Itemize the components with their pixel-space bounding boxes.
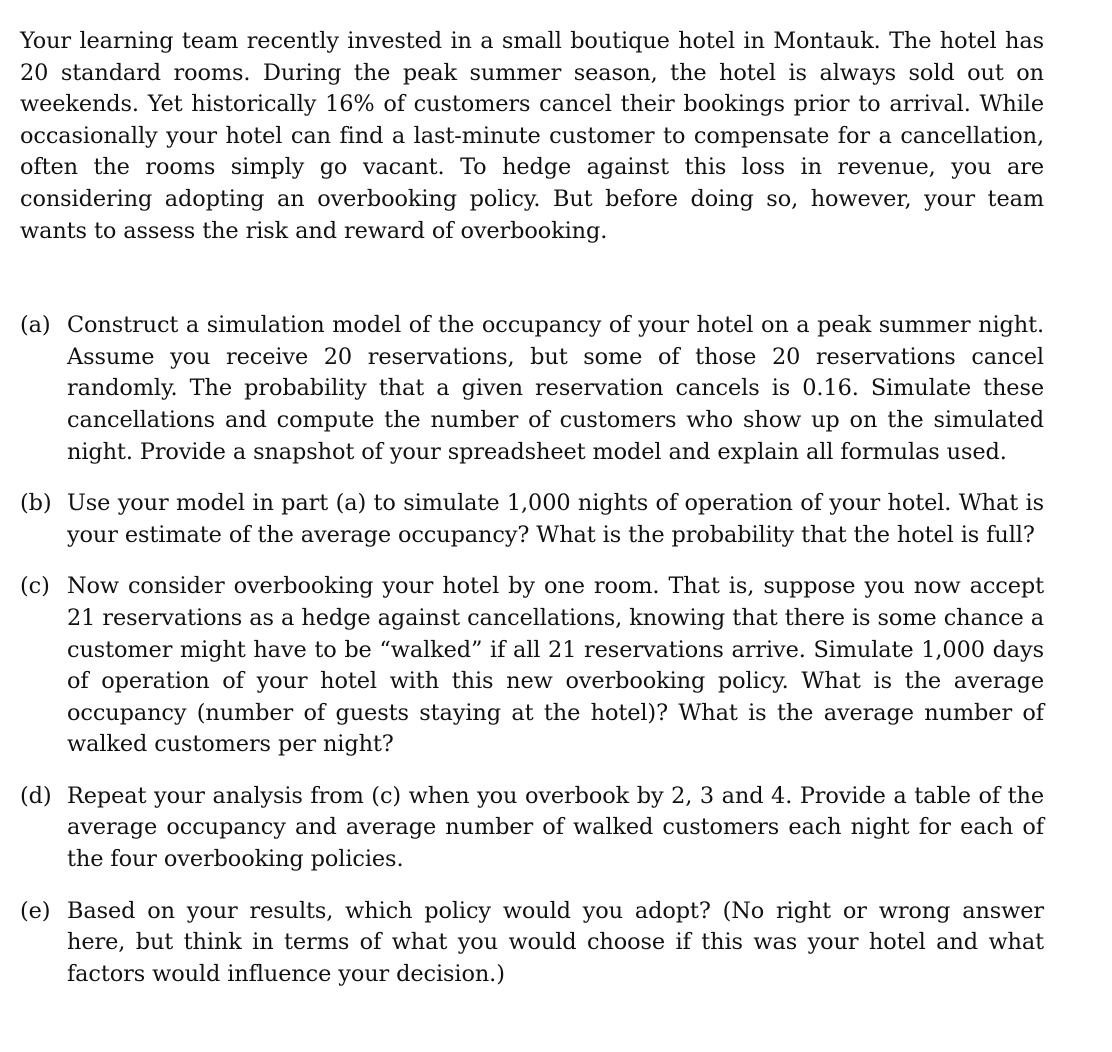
question-part-d — [20, 781, 1044, 876]
part-marker: (e) — [20, 897, 51, 924]
question-part-a — [20, 310, 1044, 468]
question-parts-list — [20, 310, 1044, 990]
question-part-c — [20, 571, 1044, 761]
part-text: Repeat your analysis from (c) when you overbook by 2, 3 and 4. Provide a table of the average occupancy and average number of walked customers each night for each of the four overbooking policies. — [67, 782, 1044, 873]
part-text: Use your model in part (a) to simulate 1,000 nights of operation of your hotel. What is your estimate of the average occupancy? What is the probability that the hotel is full? — [67, 490, 1044, 548]
part-marker: (a) — [20, 312, 51, 339]
part-marker: (b) — [20, 490, 52, 517]
part-marker: (d) — [20, 782, 52, 809]
question-part-b — [20, 488, 1044, 551]
question-part-e — [20, 896, 1044, 991]
part-marker: (c) — [20, 573, 50, 600]
intro-paragraph: Your learning team recently invested in a small boutique hotel in Montauk. The hotel has 20 standard rooms. During the peak summer season, the hotel is always sold out on weekends. Yet historically 16% of customers cancel their bookings prior to arrival. While occasionally your hotel can find a last-minute customer to compensate for a cancellation, often the rooms simply go vacant. To hedge against this loss in revenue, you are considering adopting an overbooking policy. But before doing so, however, your team wants to assess the risk and reward of overbooking. — [20, 28, 1044, 244]
part-text: Based on your results, which policy would you adopt? (No right or wrong answer here, but think in terms of what you would choose if this was your hotel and what factors would influence your decision.) — [67, 897, 1044, 987]
part-text: Construct a simulation model of the occupancy of your hotel on a peak summer night. Assume you receive 20 reservations, but some of those 20 reservations cancel randomly. The probability that a given reservation cancels is 0.16. Simulate these cancellations and compute the number of customers who show up on the simulated night. Provide a snapshot of your spreadsheet model and explain all formulas used. — [67, 312, 1044, 465]
cropped-heading-fragment — [166, 0, 174, 6]
part-text: Now consider overbooking your hotel by one room. That is, suppose you now accept 21 reservations as a hedge against cancellations, knowing that there is some chance a customer might have to be “walked” if all 21 reservations arrive. Simulate 1,000 days of operation of your hotel with this new overbooking policy. What is the average occupancy (number of guests staying at the hotel)? What is the average number of walked customers per night? — [67, 573, 1044, 758]
problem-document — [20, 0, 1044, 1010]
